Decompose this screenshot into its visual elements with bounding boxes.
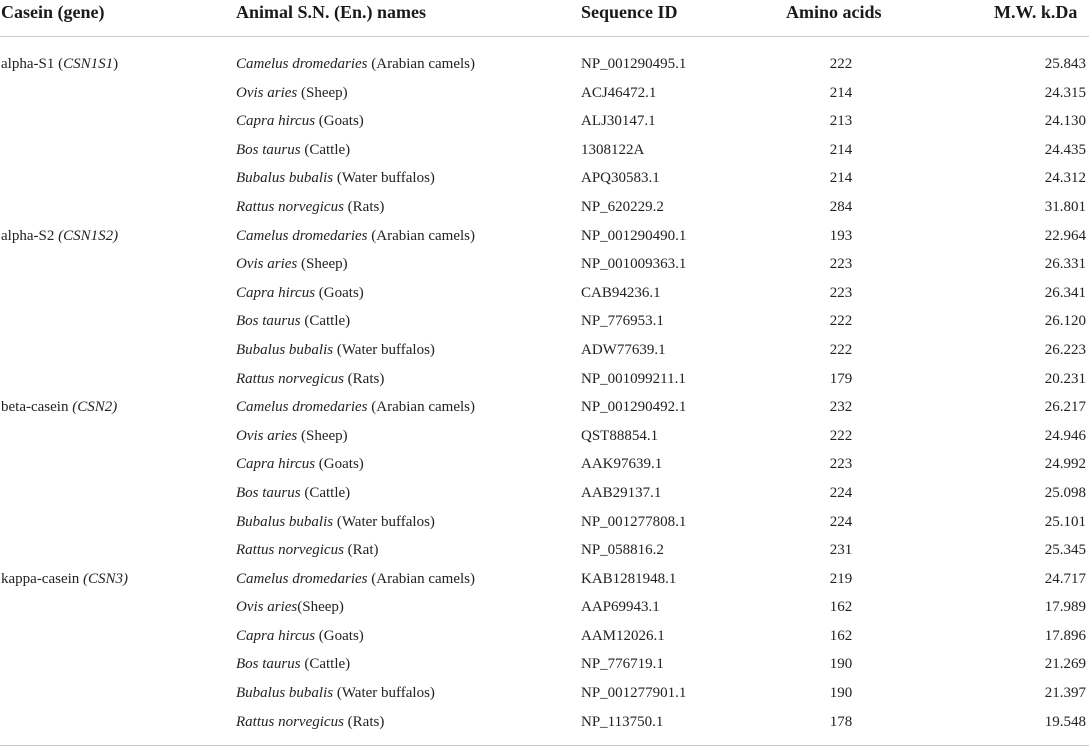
- amino-acids-cell: 223: [829, 284, 853, 301]
- animal-scientific-name: Bubalus bubalis: [236, 170, 334, 187]
- amino-acids-cell: 223: [829, 256, 853, 273]
- animal-scientific-name: Rattus norvegicus: [236, 370, 344, 387]
- header-animal: Animal S.N. (En.) names: [236, 2, 427, 22]
- header-amino-acids: Amino acids: [786, 2, 882, 22]
- amino-acids-cell: 214: [829, 84, 853, 101]
- animal-common-name: (Water buffalos): [333, 513, 435, 530]
- animal-common-name: (Water buffalos): [333, 170, 435, 187]
- amino-acids-cell: 193: [829, 227, 853, 244]
- mw-cell: 26.223: [1044, 341, 1086, 358]
- animal-scientific-name: Ovis aries: [236, 84, 298, 101]
- animal-scientific-name: Rattus norvegicus: [236, 198, 344, 215]
- sequence-id-cell: NP_001290490.1: [581, 227, 687, 244]
- animal-scientific-name: Ovis aries: [236, 599, 298, 616]
- table-row: [0, 708, 1089, 737]
- animal-common-name: (Water buffalos): [333, 685, 435, 702]
- amino-acids-cell: 179: [829, 370, 853, 387]
- animal-cell: [236, 365, 384, 394]
- amino-acids-cell: 162: [829, 627, 853, 644]
- animal-scientific-name: Bos taurus: [236, 313, 301, 330]
- animal-cell: [236, 107, 364, 136]
- sequence-id-cell: NP_001277808.1: [581, 513, 687, 530]
- amino-acids-cell: 223: [829, 456, 853, 473]
- animal-cell: [236, 508, 435, 537]
- table-row: [0, 279, 1089, 308]
- sequence-id-cell: QST88854.1: [581, 427, 659, 444]
- animal-cell: [236, 50, 475, 79]
- animal-common-name: (Rats): [343, 370, 385, 387]
- animal-scientific-name: Capra hircus: [236, 627, 316, 644]
- animal-scientific-name: Camelus dromedaries: [236, 56, 368, 72]
- animal-common-name: (Arabian camels): [367, 570, 475, 587]
- amino-acids-cell: 219: [829, 570, 853, 587]
- casein-close: ): [113, 56, 119, 72]
- mw-cell: 17.989: [1044, 599, 1086, 616]
- sequence-id-cell: NP_001290495.1: [581, 56, 687, 72]
- animal-cell: [236, 164, 435, 193]
- amino-acids-cell: 213: [829, 113, 853, 130]
- animal-common-name: (Goats): [315, 456, 364, 473]
- table-row: [0, 536, 1089, 565]
- amino-acids-cell: 222: [829, 341, 853, 358]
- animal-common-name: (Rats): [343, 713, 385, 730]
- animal-common-name: (Goats): [315, 627, 364, 644]
- casein-name: alpha-S1 (: [1, 56, 64, 72]
- animal-scientific-name: Bos taurus: [236, 656, 301, 673]
- mw-cell: 19.548: [1044, 713, 1086, 730]
- casein-cell: [1, 222, 118, 251]
- table-row: [0, 479, 1089, 508]
- table-row: [0, 50, 1089, 79]
- animal-common-name: (Cattle): [300, 484, 351, 501]
- animal-scientific-name: Bubalus bubalis: [236, 685, 334, 702]
- casein-gene: CSN1S1: [63, 56, 114, 72]
- casein-cell: [1, 50, 118, 79]
- amino-acids-cell: 224: [829, 484, 853, 501]
- animal-common-name: (Rats): [343, 198, 385, 215]
- animal-common-name: (Cattle): [300, 313, 351, 330]
- animal-cell: [236, 193, 384, 222]
- animal-common-name: (Arabian camels): [367, 399, 475, 416]
- amino-acids-cell: 214: [829, 141, 853, 158]
- sequence-id-cell: APQ30583.1: [581, 170, 660, 187]
- table-row: [0, 250, 1089, 279]
- table-row: [0, 79, 1089, 108]
- animal-cell: [236, 136, 350, 165]
- animal-cell: [236, 307, 350, 336]
- sequence-id-cell: AAM12026.1: [581, 627, 665, 644]
- sequence-id-cell: CAB94236.1: [581, 284, 661, 301]
- amino-acids-cell: 190: [829, 685, 853, 702]
- animal-common-name: (Water buffalos): [333, 341, 435, 358]
- sequence-id-cell: NP_001290492.1: [581, 399, 687, 416]
- animal-scientific-name: Bos taurus: [236, 484, 301, 501]
- mw-cell: 24.130: [1044, 113, 1086, 130]
- mw-cell: 24.435: [1044, 141, 1086, 158]
- amino-acids-cell: 222: [829, 313, 853, 330]
- animal-cell: [236, 422, 348, 451]
- table-row: [0, 593, 1089, 622]
- animal-cell: [236, 536, 378, 565]
- sequence-id-cell: ALJ30147.1: [581, 113, 656, 130]
- mw-cell: 25.101: [1044, 513, 1086, 530]
- mw-cell: 31.801: [1044, 198, 1086, 215]
- animal-cell: [236, 279, 364, 308]
- animal-cell: [236, 593, 344, 622]
- animal-cell: [236, 622, 364, 651]
- amino-acids-cell: 190: [829, 656, 853, 673]
- table-row: [0, 450, 1089, 479]
- table-row: [0, 222, 1089, 251]
- table-row: [0, 107, 1089, 136]
- mw-cell: 26.217: [1044, 399, 1086, 416]
- bottom-rule: [0, 745, 1089, 746]
- animal-common-name: (Sheep): [297, 256, 348, 273]
- amino-acids-cell: 232: [829, 399, 853, 416]
- mw-cell: 21.269: [1044, 656, 1086, 673]
- animal-scientific-name: Bubalus bubalis: [236, 513, 334, 530]
- casein-cell: [1, 393, 117, 422]
- animal-scientific-name: Rattus norvegicus: [236, 542, 344, 559]
- casein-name: alpha-S2: [1, 227, 59, 244]
- mw-cell: 22.964: [1044, 227, 1086, 244]
- casein-cell: [1, 565, 128, 594]
- mw-cell: 24.717: [1044, 570, 1086, 587]
- table-body: [0, 37, 1089, 736]
- animal-common-name: (Arabian camels): [367, 227, 475, 244]
- sequence-id-cell: 1308122A: [581, 141, 645, 158]
- animal-common-name: (Cattle): [300, 141, 351, 158]
- animal-common-name: (Rat): [343, 542, 379, 559]
- sequence-id-cell: NP_776953.1: [581, 313, 664, 330]
- animal-scientific-name: Capra hircus: [236, 284, 316, 301]
- mw-cell: 26.331: [1044, 256, 1086, 273]
- sequence-id-cell: ADW77639.1: [581, 341, 666, 358]
- mw-cell: 17.896: [1044, 627, 1086, 644]
- sequence-id-cell: AAB29137.1: [581, 484, 662, 501]
- casein-name: beta-casein: [1, 399, 73, 416]
- animal-scientific-name: Camelus dromedaries: [236, 399, 368, 416]
- animal-cell: [236, 479, 350, 508]
- sequence-id-cell: NP_620229.2: [581, 198, 664, 215]
- mw-cell: 26.120: [1044, 313, 1086, 330]
- sequence-id-cell: NP_113750.1: [581, 713, 664, 730]
- mw-cell: 25.345: [1044, 542, 1086, 559]
- sequence-id-cell: NP_058816.2: [581, 542, 664, 559]
- table-row: [0, 307, 1089, 336]
- mw-cell: 21.397: [1044, 685, 1086, 702]
- table-row: [0, 650, 1089, 679]
- animal-cell: [236, 393, 475, 422]
- sequence-id-cell: NP_001009363.1: [581, 256, 687, 273]
- table-row: [0, 508, 1089, 537]
- casein-name: kappa-casein: [1, 570, 84, 587]
- casein-gene: (CSN1S2): [58, 227, 119, 244]
- mw-cell: 25.098: [1044, 484, 1086, 501]
- animal-scientific-name: Camelus dromedaries: [236, 570, 368, 587]
- animal-scientific-name: Ovis aries: [236, 256, 298, 273]
- mw-cell: 24.312: [1044, 170, 1086, 187]
- animal-common-name: (Sheep): [297, 427, 348, 444]
- mw-cell: 25.843: [1044, 56, 1086, 72]
- animal-common-name: (Sheep): [297, 599, 344, 616]
- sequence-id-cell: AAP69943.1: [581, 599, 660, 616]
- table-row: [0, 136, 1089, 165]
- table-row: [0, 164, 1089, 193]
- animal-scientific-name: Capra hircus: [236, 456, 316, 473]
- table-row: [0, 393, 1089, 422]
- mw-cell: 24.992: [1044, 456, 1086, 473]
- amino-acids-cell: 222: [829, 56, 853, 72]
- sequence-id-cell: NP_001099211.1: [581, 370, 686, 387]
- amino-acids-cell: 224: [829, 513, 853, 530]
- animal-scientific-name: Bos taurus: [236, 141, 301, 158]
- header-casein: Casein (gene): [1, 2, 105, 22]
- animal-cell: [236, 222, 475, 251]
- animal-cell: [236, 565, 475, 594]
- mw-cell: 24.315: [1044, 84, 1086, 101]
- table-row: [0, 365, 1089, 394]
- sequence-id-cell: AAK97639.1: [581, 456, 663, 473]
- amino-acids-cell: 178: [829, 713, 853, 730]
- table-row: [0, 622, 1089, 651]
- animal-scientific-name: Bubalus bubalis: [236, 341, 334, 358]
- animal-cell: [236, 650, 350, 679]
- animal-common-name: (Goats): [315, 113, 364, 130]
- sequence-id-cell: KAB1281948.1: [581, 570, 677, 587]
- sequence-id-cell: ACJ46472.1: [581, 84, 657, 101]
- mw-cell: 24.946: [1044, 427, 1086, 444]
- animal-common-name: (Sheep): [297, 84, 348, 101]
- animal-scientific-name: Camelus dromedaries: [236, 227, 368, 244]
- mw-cell: 26.341: [1044, 284, 1086, 301]
- amino-acids-cell: 222: [829, 427, 853, 444]
- sequence-id-cell: NP_001277901.1: [581, 685, 687, 702]
- animal-common-name: (Goats): [315, 284, 364, 301]
- mw-cell: 20.231: [1044, 370, 1086, 387]
- animal-cell: [236, 79, 348, 108]
- animal-common-name: (Arabian camels): [367, 56, 475, 72]
- header-mw: M.W. k.Da: [994, 2, 1078, 22]
- table-header: [0, 0, 1089, 37]
- animal-cell: [236, 336, 435, 365]
- casein-gene: (CSN3): [83, 570, 129, 587]
- sequence-id-cell: NP_776719.1: [581, 656, 664, 673]
- animal-common-name: (Cattle): [300, 656, 351, 673]
- amino-acids-cell: 162: [829, 599, 853, 616]
- amino-acids-cell: 214: [829, 170, 853, 187]
- animal-cell: [236, 708, 384, 737]
- amino-acids-cell: 231: [829, 542, 853, 559]
- animal-cell: [236, 450, 364, 479]
- table-row: [0, 422, 1089, 451]
- table-row: [0, 336, 1089, 365]
- animal-scientific-name: Capra hircus: [236, 113, 316, 130]
- animal-scientific-name: Ovis aries: [236, 427, 298, 444]
- casein-gene: (CSN2): [72, 399, 118, 416]
- animal-scientific-name: Rattus norvegicus: [236, 713, 344, 730]
- animal-cell: [236, 679, 435, 708]
- table-row: [0, 565, 1089, 594]
- table-row: [0, 679, 1089, 708]
- amino-acids-cell: 284: [829, 198, 853, 215]
- table-row: [0, 193, 1089, 222]
- header-sequence-id: Sequence ID: [581, 2, 678, 22]
- animal-cell: [236, 250, 348, 279]
